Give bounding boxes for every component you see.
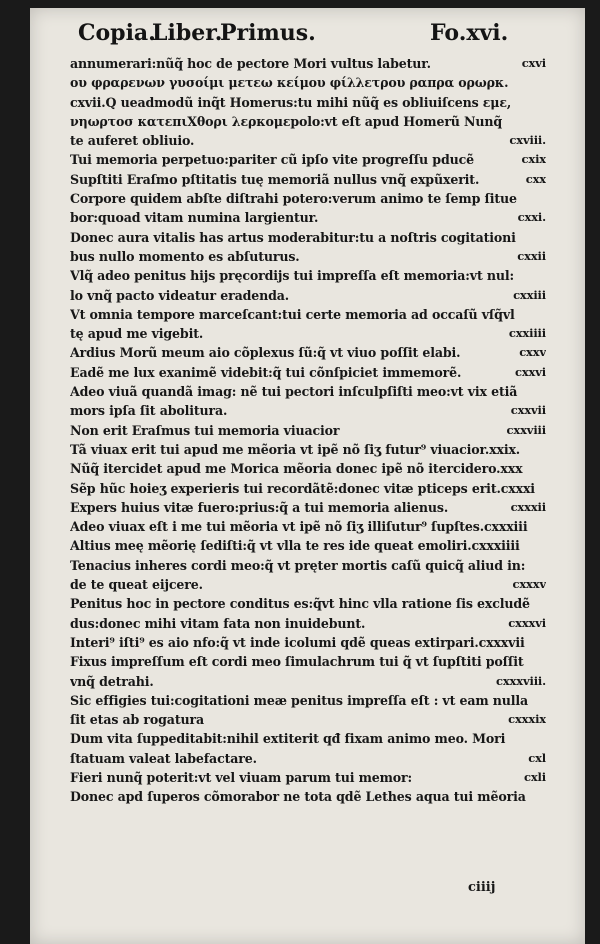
line-number: cxxxix <box>508 712 546 727</box>
text-line <box>70 208 546 227</box>
line-text: te auferet obliuio. <box>70 133 195 149</box>
line-number: cxxvii <box>510 403 546 418</box>
line-text: ſtatuam valeat labefactare. <box>70 750 257 766</box>
line-text: Corpore quidem abſte diſtrahi potero:verum animo te ſemp ſitue <box>70 191 517 207</box>
text-line <box>70 459 546 478</box>
line-text: tę apud me vigebit. <box>70 326 204 342</box>
line-number: cxxviii <box>506 422 546 437</box>
text-line <box>70 633 546 652</box>
line-text: Sẽp hũc hoieʒ experieris tui recordãtẽ:donec vitæ pticeps erit.cxxxi <box>70 480 535 496</box>
text-line <box>70 594 546 613</box>
line-text: cxvii.Q ueadmodũ inq̃t Homerus:tu mihi nũq̃ es obliuiſcens εμε, <box>70 94 512 110</box>
line-text: ſit etas ab rogatura <box>70 712 204 728</box>
text-line <box>70 382 546 401</box>
text-block <box>70 54 546 807</box>
line-number: cxxxvi <box>508 615 546 630</box>
book-page <box>30 8 585 944</box>
line-text: de te queat eijcere. <box>70 577 203 593</box>
signature-mark: ciiij <box>468 880 496 895</box>
line-text: Vlq̃ adeo penitus hijs pręcordijs tui impreſſa eſt memoria:vt nul: <box>70 268 514 284</box>
line-number: cxxi. <box>517 210 546 225</box>
text-line <box>70 150 546 169</box>
line-text: νηωρτοσ κατεπιΧθορι λερκομεpolo:vt eſt apud Homerũ Nunq̃ <box>70 113 503 129</box>
line-text: Sic effigies tui:cogitationi meæ penitus impreſſa eſt : vt eam nulla <box>70 692 529 708</box>
line-text: Donec aura vitalis has artus moderabitur:tu a noſtris cogitationi <box>70 229 516 245</box>
text-line <box>70 440 546 459</box>
line-text: Non erit Eraſmus tui memoria viuacior <box>70 422 340 438</box>
text-line <box>70 73 546 92</box>
text-line <box>70 305 546 324</box>
line-text: Expers huius vitæ fuero:prius:q̃ a tui memoria alienus. <box>70 499 449 515</box>
line-number: cxx <box>525 171 546 186</box>
line-number: cxxii <box>517 248 546 263</box>
text-line <box>70 363 546 382</box>
line-text: Donec apd ſuperos cõmorabor ne tota qdẽ Lethes aqua tui mẽoria <box>70 789 526 805</box>
line-text: annumerari:nũq̃ hoc de pectore Mori vultus labetur. <box>70 56 431 71</box>
text-line <box>70 401 546 420</box>
line-text: Altius meę mẽorię ſediſti:q̃ vt vlla te res ide queat emoliri.cxxxiiii <box>70 538 520 554</box>
line-text: vnq̃ detrahi. <box>70 673 154 689</box>
text-line <box>70 170 546 189</box>
text-line <box>70 575 546 594</box>
text-line <box>70 652 546 671</box>
text-line <box>70 729 546 748</box>
text-line <box>70 189 546 208</box>
text-line <box>70 343 546 362</box>
text-line <box>70 614 546 633</box>
text-line <box>70 749 546 768</box>
line-text: ου φραρενων γυσοίμι μετεω κείμου φίλλετρου ραπρα ορωρκ. <box>70 75 509 91</box>
text-line <box>70 421 546 440</box>
text-line <box>70 479 546 498</box>
text-line <box>70 228 546 247</box>
text-line <box>70 672 546 691</box>
text-line <box>70 556 546 575</box>
line-text: dus:donec mihi vitam fata non inuidebunt. <box>70 615 366 631</box>
line-text: Ardius Morũ meum aio cõplexus ſũ:q̃ vt viuo poſſit elabi. <box>70 345 461 361</box>
text-line <box>70 498 546 517</box>
line-text: Dum vita ſuppeditabit:nihil extiterit qđ fixam animo meo. Mori <box>70 731 506 747</box>
header-book-number: Primus. <box>220 20 316 46</box>
line-number: cxvi <box>521 56 546 70</box>
line-number: cxxxviii. <box>495 673 546 688</box>
text-line <box>70 93 546 112</box>
header-title: Copia. <box>78 20 156 46</box>
line-text: Interi⁹ iſti⁹ es aio nfo:q̃ vt inde icolumi qdẽ queas extirpari.cxxxvii <box>70 634 525 650</box>
line-number: cxxvi <box>514 364 546 379</box>
folio-number: Fo.xvi. <box>430 20 509 46</box>
text-line <box>70 54 546 73</box>
line-number: cxl <box>528 750 546 765</box>
text-line <box>70 324 546 343</box>
line-text: Adeo viuax eſt i me tui mẽoria vt ipẽ nõ ſiʒ illiſutur⁹ ſupſtes.cxxxiii <box>70 519 528 535</box>
text-line <box>70 286 546 305</box>
line-text: Adeo viuã quandã imag: nẽ tui pectori inſculpſiſti meo:vt vix etiã <box>70 384 518 400</box>
text-line <box>70 691 546 710</box>
line-text: Tã viuax erit tui apud me mẽoria vt ipẽ nõ ſiʒ futur⁹ viuacior.xxix. <box>70 441 521 457</box>
line-text: Supſtiti Eraſmo pſtitatis tuę memoriã nullus vnq̃ expũxerit. <box>70 171 480 187</box>
text-line <box>70 131 546 150</box>
header-book: Liber. <box>152 20 223 46</box>
text-line <box>70 112 546 131</box>
running-header <box>78 20 548 52</box>
line-number: cxxiii <box>513 287 546 302</box>
line-text: bor:quoad vitam numina largientur. <box>70 210 319 226</box>
line-text: Vt omnia tempore marceſcant:tui certe memoria ad occaſũ vſq̃vl <box>70 306 515 322</box>
line-number: cxli <box>524 769 546 784</box>
line-text: Nũq̃ itercidet apud me Morica mẽoria donec ipẽ nõ itercidero.xxx <box>70 461 523 477</box>
text-line <box>70 517 546 536</box>
line-number: cxxxii <box>510 499 546 514</box>
line-number: cxix <box>521 152 546 167</box>
text-line <box>70 787 546 806</box>
line-number: cxxv <box>519 345 546 360</box>
line-text: Eadẽ me lux exanimẽ videbit:q̃ tui cõnſpiciet immemorẽ. <box>70 364 462 380</box>
line-text: Penitus hoc in pectore conditus es:q̃vt hinc vlla ratione ſis excludẽ <box>70 596 530 612</box>
line-number: cxviii. <box>509 133 546 148</box>
line-number: cxxiiii <box>508 326 546 341</box>
line-text: Tenacius inheres cordi meo:q̃ vt pręter mortis caſũ quicq̃ aliud in: <box>70 557 526 573</box>
line-text: lo vnq̃ pacto videatur eradenda. <box>70 287 290 303</box>
line-text: Tui memoria perpetuo:pariter cũ ipſo vite progreſſu pducẽ <box>70 152 474 168</box>
line-text: bus nullo momento es abſuturus. <box>70 248 300 264</box>
line-number: cxxxv <box>512 577 546 592</box>
text-line <box>70 710 546 729</box>
line-text: Fieri nunq̃ poterit:vt vel viuam parum tui memor: <box>70 769 413 785</box>
line-text: mors ipſa ſit abolitura. <box>70 403 228 419</box>
text-line <box>70 247 546 266</box>
text-line <box>70 266 546 285</box>
text-line <box>70 768 546 787</box>
line-text: Fixus impreſſum eſt cordi meo ſimulachrum tui q̃ vt ſupſtiti poſſit <box>70 654 524 670</box>
text-line <box>70 536 546 555</box>
